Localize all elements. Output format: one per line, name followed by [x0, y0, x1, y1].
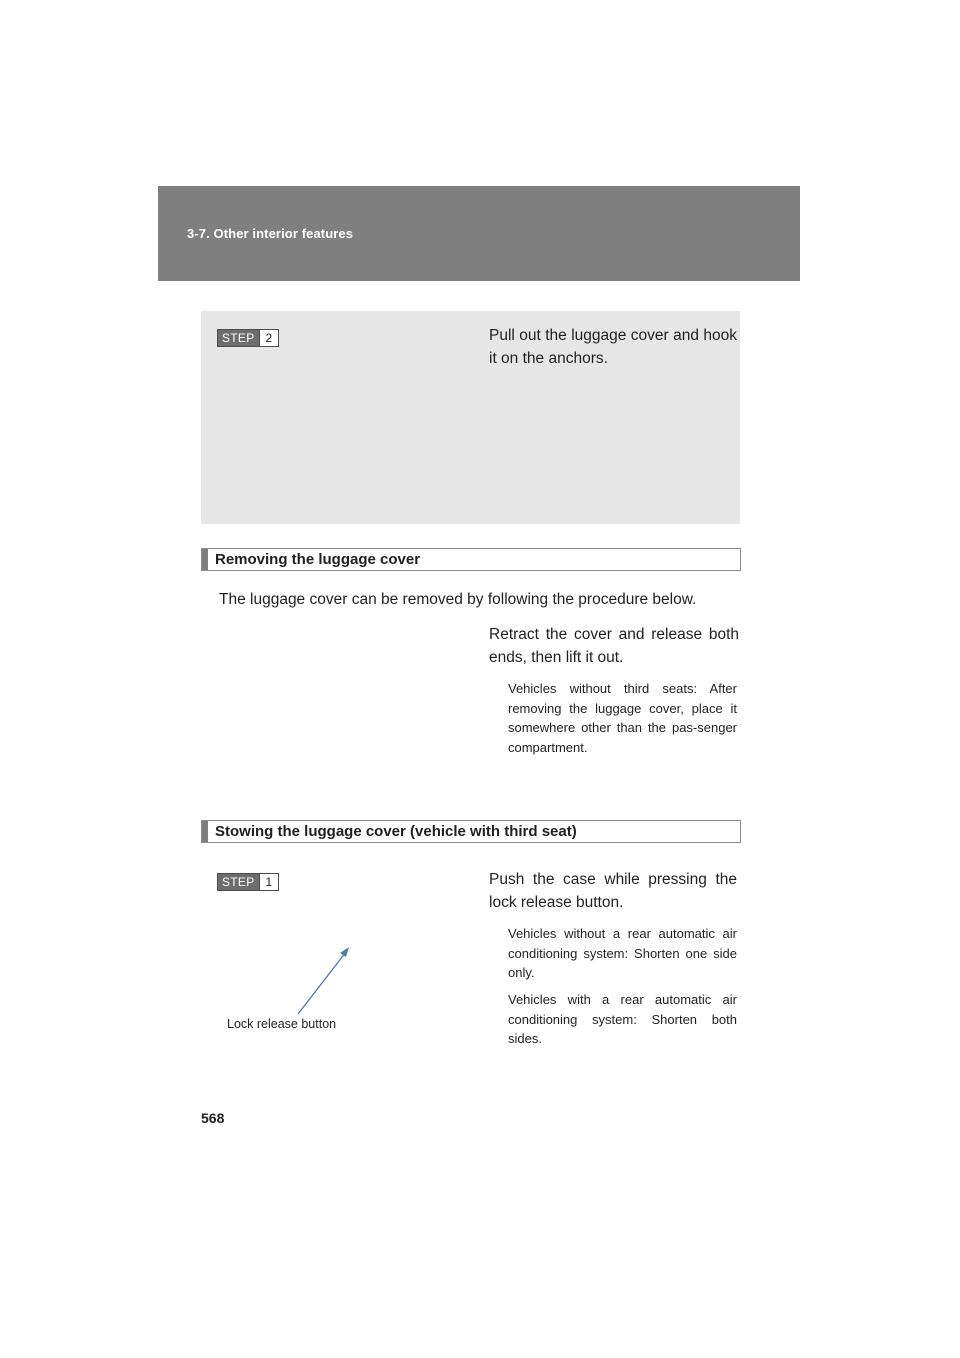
step-badge-number: 2	[259, 330, 279, 346]
section-title: 3-7. Other interior features	[187, 226, 354, 241]
removing-note: Vehicles without third seats: After removing the luggage cover, place it somewhere other than the pas-senger compartment.	[508, 681, 737, 755]
removing-heading-title: Removing the luggage cover	[215, 551, 421, 568]
removing-intro: The luggage cover can be removed by following the procedure below.	[219, 591, 697, 608]
step-2-instruction: Pull out the luggage cover and hook it on the anchors.	[489, 327, 737, 367]
step-badge-number: 1	[259, 874, 279, 890]
removing-instruction: Retract the cover and release both ends, then lift it out.	[489, 626, 739, 666]
stowing-note-one-side: Vehicles without a rear automatic air conditioning system: Shorten one side only.	[508, 926, 737, 980]
stowing-instruction: Push the case while pressing the lock release button.	[489, 871, 737, 911]
step-badge-word: STEP	[218, 330, 259, 346]
lock-release-callout-label: Lock release button	[227, 1017, 337, 1031]
stowing-note-both-sides: Vehicles with a rear automatic air conditioning system: Shorten both sides.	[508, 992, 737, 1046]
step-badge-word: STEP	[218, 874, 259, 890]
stowing-heading-title: Stowing the luggage cover (vehicle with third seat)	[215, 823, 577, 840]
page-number: 568	[201, 1110, 225, 1126]
